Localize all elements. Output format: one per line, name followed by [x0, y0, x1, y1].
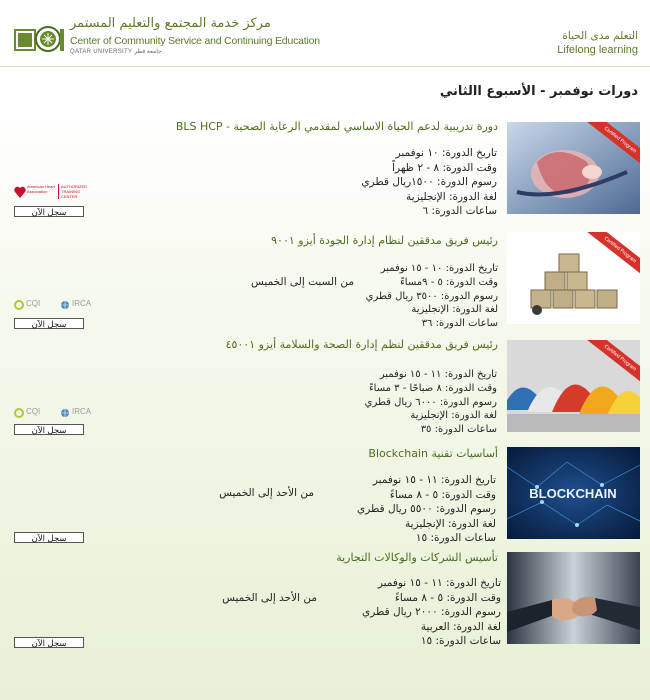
irca-label: IRCA: [72, 407, 92, 416]
course-image-bls: [507, 122, 640, 214]
register-button[interactable]: سجل الآن: [14, 637, 84, 648]
course-hours: ساعات الدورة: ٣٥: [420, 424, 497, 436]
course-language: لغة الدورة: الإنجليزية: [410, 410, 497, 422]
course-date: تاريخ الدورة: ١١ - ١٥ نوفمبر: [377, 577, 501, 589]
course-time: وقت الدورة: ٥ - ٩مساءً: [400, 276, 498, 288]
course-hours: ساعات الدورة: ١٥: [415, 532, 496, 544]
handshake-image: [507, 552, 640, 644]
cqi-irca-logo: [14, 299, 104, 311]
course-title: رئيس فريق مدققين لنظام إدارة الجودة أيزو ٩٠٠١: [271, 234, 498, 247]
course-title: دورة تدريبية لدعم الحياة الاساسي لمقدمي الرعاية الصحية - BLS HCP: [175, 120, 498, 133]
course-fee: رسوم الدورة: ٢٠٠٠ ريال قطري: [362, 606, 501, 618]
course-days: من الأحد إلى الخميس: [219, 487, 314, 499]
course-fee: رسوم الدورة: ٣٥٠٠ ريال قطري: [365, 290, 498, 302]
page-title: دورات نوفمبر - الأسبوع االثاني: [439, 84, 638, 99]
course-date: تاريخ الدورة: ١٠ نوفمبر: [395, 147, 497, 159]
course-fee: رسوم الدورة: ٥٥٠٠ ريال قطري: [357, 503, 496, 515]
course-days: من الأحد إلى الخميس: [222, 592, 317, 604]
course-details: [357, 473, 496, 546]
irca-globe-icon: [60, 408, 70, 418]
course-details: [362, 576, 501, 649]
register-button[interactable]: سجل الآن: [14, 532, 84, 543]
header: [0, 0, 650, 66]
course-time: وقت الدورة: ٨ صباحًا - ٣ مساءً: [368, 382, 497, 394]
aha-training-center-logo: [14, 184, 90, 200]
course-details: [366, 262, 498, 331]
university-name: QATAR UNIVERSITY جامعة قطر: [70, 49, 162, 55]
course-hours: ساعات الدورة: ١٥: [420, 635, 501, 647]
course-details: [365, 368, 497, 437]
course-language: لغة الدورة: العربية: [420, 620, 501, 633]
course-date: تاريخ الدورة: ١١ - ١٥ نوفمبر: [372, 474, 496, 486]
course-image-blockchain: [507, 447, 640, 539]
course-image-handshake: [507, 552, 640, 644]
course-days: من السبت إلى الخميس: [251, 276, 354, 288]
certified-ribbon: Certified Program: [585, 340, 640, 387]
course-language: لغة الدورة: الإنجليزية: [411, 304, 498, 316]
tagline-english: Lifelong learning: [557, 44, 638, 56]
course-fee: رسوم الدورة: ٦٠٠٠ ريال قطري: [364, 396, 497, 408]
certified-ribbon: Certified Program: [585, 122, 640, 169]
cqi-label: CQI: [26, 407, 41, 416]
course-time: وقت الدورة: ٥ - ٨ مساءً: [394, 591, 501, 604]
course-title: تأسيس الشركات والوكالات التجارية: [336, 551, 498, 564]
irca-globe-icon: [60, 300, 70, 310]
course-language: لغة الدورة: الإنجليزية: [406, 190, 497, 203]
course-title: أساسيات تقنية Blockchain: [368, 447, 498, 460]
course-date: تاريخ الدورة: ١٠ - ١٥ نوفمبر: [380, 263, 498, 274]
register-button[interactable]: سجل الآن: [14, 318, 84, 329]
course-details: [361, 146, 497, 219]
course-date: تاريخ الدورة: ١١ - ١٥ نوفمبر: [379, 369, 497, 380]
course-title: رئيس فريق مدققين لنظم إدارة الصحة والسلامة أيزو ٤٥٠٠١: [225, 338, 498, 351]
cqi-irca-logo: [14, 407, 104, 419]
course-time: وقت الدورة: ٥ - ٨ مساءً: [389, 488, 496, 501]
course-fee: رسوم الدورة: ١٥٠٠ريال قطري: [361, 176, 497, 188]
register-button[interactable]: سجل الآن: [14, 424, 84, 435]
blockchain-image: [507, 447, 640, 539]
course-hours: ساعات الدورة: ٣٦: [421, 318, 498, 330]
tagline-arabic: التعلم مدى الحياة: [562, 30, 638, 42]
header-divider: [0, 66, 650, 67]
irca-label: IRCA: [72, 299, 92, 308]
cqi-label: CQI: [26, 299, 41, 308]
course-language: لغة الدورة: الإنجليزية: [405, 517, 496, 530]
course-time: وقت الدورة: ٨ - ٢ ظهراً: [392, 161, 497, 174]
aha-badge: AUTHORIZED TRAINING CENTER: [58, 184, 93, 199]
course-image-quality: [507, 232, 640, 324]
cqi-icon: [14, 408, 24, 418]
course-image-safety: [507, 340, 640, 432]
blockchain-image-text: BLOCKCHAIN: [529, 486, 617, 501]
aha-text: American Heart Association: [27, 184, 55, 194]
certified-ribbon: Certified Program: [585, 232, 640, 279]
cqi-icon: [14, 300, 24, 310]
qu-ccsce-logo-icon: [14, 21, 66, 55]
course-hours: ساعات الدورة: ٦: [422, 205, 497, 217]
org-name-arabic: مركز خدمة المجتمع والتعليم المستمر: [70, 16, 271, 31]
org-name-english: Center of Community Service and Continuing Education: [70, 35, 320, 47]
heart-torch-icon: [14, 185, 26, 199]
register-button[interactable]: سجل الآن: [14, 206, 84, 217]
